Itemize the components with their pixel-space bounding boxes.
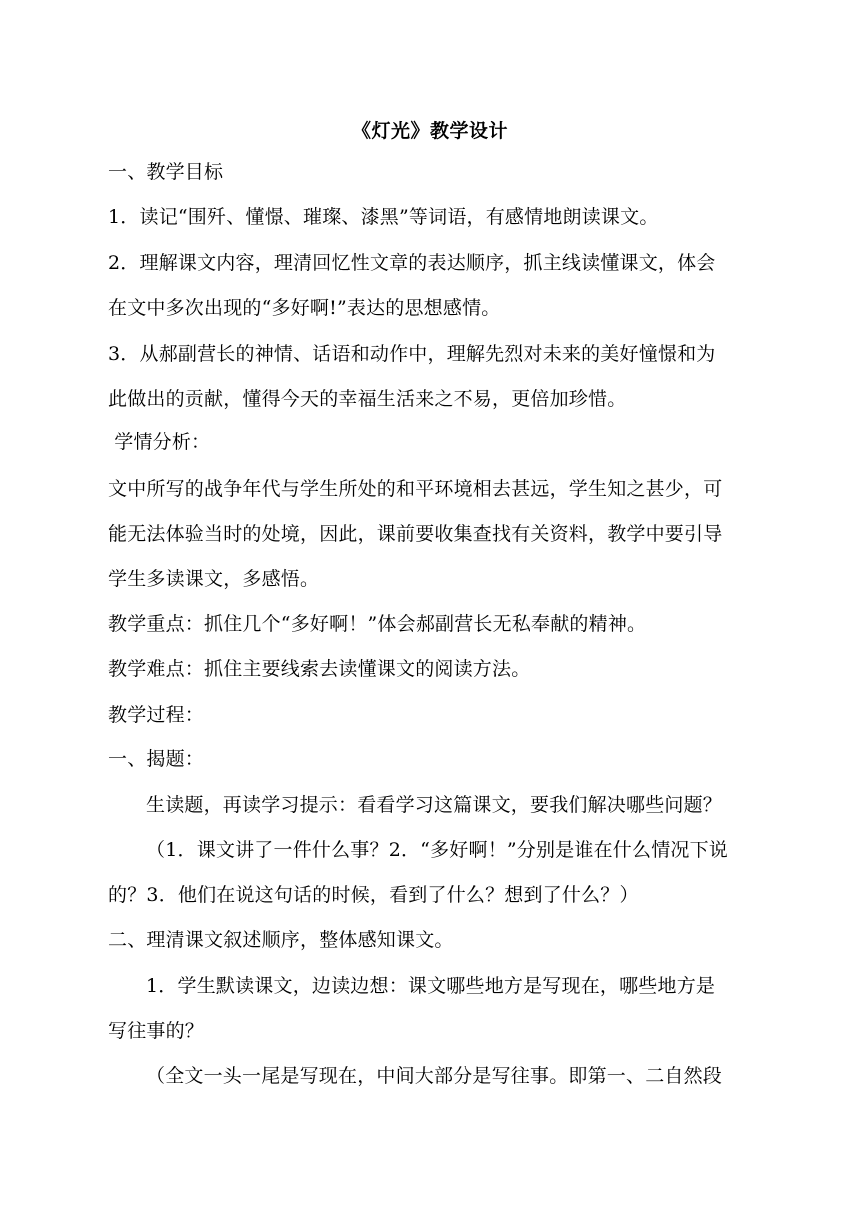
goal-2-line-2: 在文中多次出现的“多好啊!”表达的思想感情。	[108, 297, 501, 319]
section-heading-student-analysis: 学情分析：	[108, 431, 211, 453]
sequence-step-1-line-2: 写往事的？	[108, 1020, 205, 1042]
section-heading-teaching-process: 教学过程：	[108, 704, 205, 726]
analysis-line-2: 能无法体验当时的处境，因此，课前要收集查找有关资料，教学中要引导	[108, 523, 723, 545]
sequence-answer-line: （全文一头一尾是写现在，中间大部分是写往事。即第一、二自然段	[146, 1065, 723, 1087]
section-heading-reveal-topic: 一、揭题：	[108, 748, 205, 770]
reveal-topic-questions-line-1: （1．课文讲了一件什么事？2．“多好啊！”分别是谁在什么情况下说	[146, 839, 729, 861]
section-heading-sequence: 二、理清课文叙述顺序，整体感知课文。	[108, 929, 454, 951]
teaching-difficulty-line: 教学难点：抓住主要线索去读懂课文的阅读方法。	[108, 658, 531, 680]
analysis-line-3: 学生多读课文，多感悟。	[108, 568, 320, 590]
reveal-topic-instruction: 生读题，再读学习提示：看看学习这篇课文，要我们解决哪些问题？	[146, 794, 723, 816]
goal-3-line-2: 此做出的贡献，懂得今天的幸福生活来之不易，更倍加珍惜。	[108, 388, 627, 410]
teaching-focus-line: 教学重点：抓住几个“多好啊！”体会郝副营长无私奉献的精神。	[108, 613, 647, 635]
section-heading-teaching-goals: 一、教学目标	[108, 161, 224, 183]
goal-1-line: 1．读记“围歼、懂憬、璀璨、漆黑”等词语，有感情地朗读课文。	[108, 206, 659, 228]
document-title: 《灯光》教学设计	[351, 120, 508, 142]
goal-2-line-1: 2．理解课文内容，理清回忆性文章的表达顺序，抓主线读懂课文，体会	[108, 252, 716, 274]
reveal-topic-questions-line-2: 的？3．他们在说这句话的时候，看到了什么？想到了什么？）	[108, 884, 639, 906]
analysis-line-1: 文中所写的战争年代与学生所处的和平环境相去甚远，学生知之甚少，可	[108, 478, 723, 500]
goal-3-line-1: 3．从郝副营长的神情、话语和动作中，理解先烈对未来的美好憧憬和为	[108, 343, 716, 365]
sequence-step-1-line-1: 1．学生默读课文，边读边想：课文哪些地方是写现在，哪些地方是	[146, 975, 716, 997]
